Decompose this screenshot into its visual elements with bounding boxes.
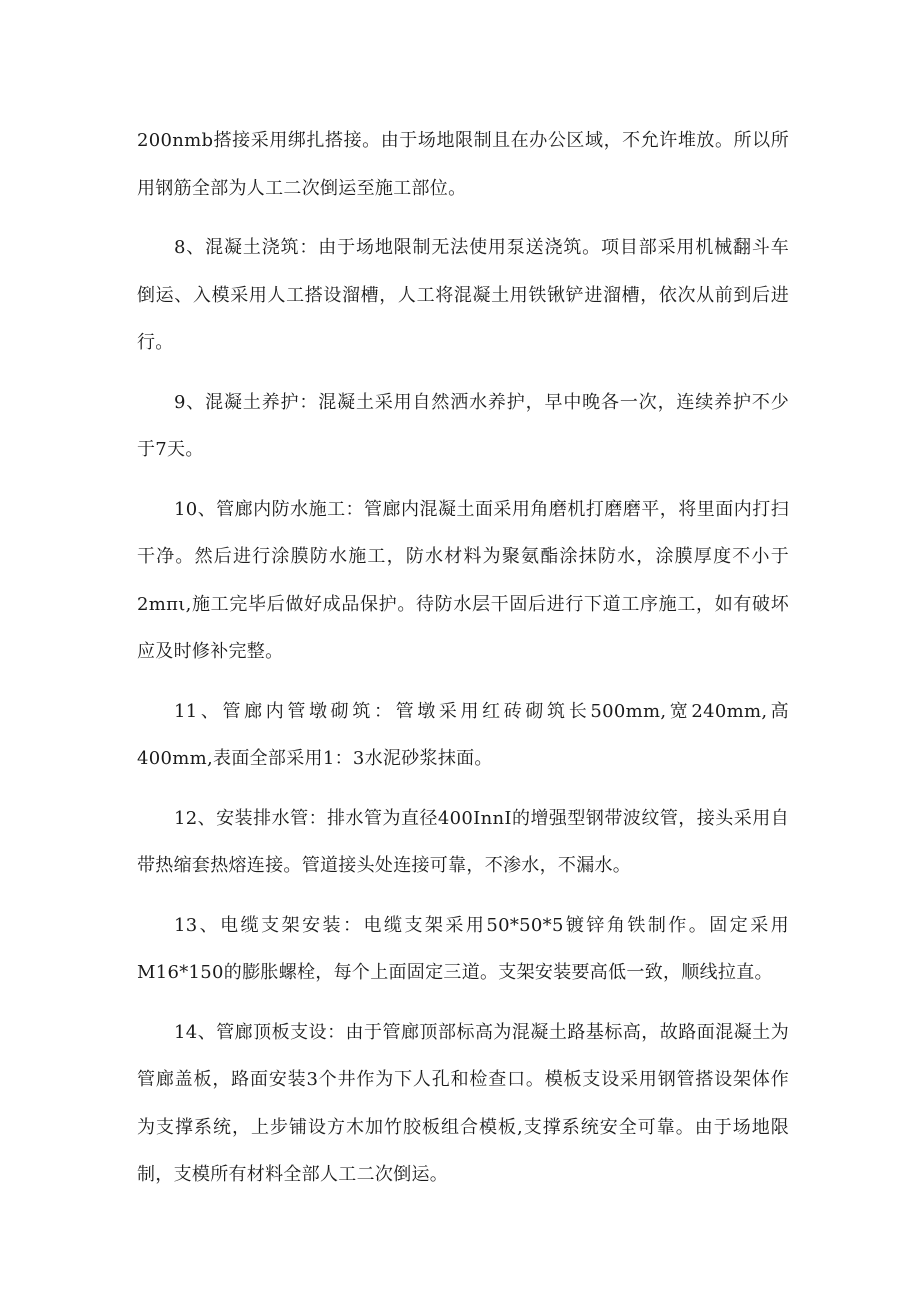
paragraph-9-concrete-curing: 9、混凝土养护：混凝土采用自然洒水养护，早中晚各一次，连续养护不少于7天。 xyxy=(137,391,789,460)
paragraph-10-waterproofing: 10、管廊内防水施工：管廊内混凝土面采用角磨机打磨磨平，将里面内打扫干净。然后进行涂膜防水施工，防水材料为聚氨酯涂抹防水，涂膜厚度不小于2mπι,施工完毕后做好成品保护。待防水层干固后进行下道工序施工，如有破坏应及时修补完整。 xyxy=(137,498,789,662)
paragraph-14-roof-slab: 14、管廊顶板支设：由于管廊顶部标高为混凝土路基标高，故路面混凝土为管廊盖板，路面安装3个井作为下人孔和检查口。模板支设采用钢管搭设架体作为支撑系统，上步铺设方木加竹胶板组合模板,支撑系统安全可靠。由于场地限制，支模所有材料全部人工二次倒运。 xyxy=(137,1021,789,1185)
paragraph-8-concrete-pouring: 8、混凝土浇筑：由于场地限制无法使用泵送浇筑。项目部采用机械翻斗车倒运、入模采用人工搭设溜槽，人工将混凝土用铁锹铲进溜槽，依次从前到后进行。 xyxy=(137,237,789,353)
document-page xyxy=(137,117,789,1211)
paragraph-continuation: 200nmb搭接采用绑扎搭接。由于场地限制且在办公区域，不允许堆放。所以所用钢筋全部为人工二次倒运至施工部位。 xyxy=(137,130,789,199)
paragraph-13-cable-bracket: 13、电缆支架安装：电缆支架采用50*50*5镀锌角铁制作。固定采用M16*150的膨胀螺栓，每个上面固定三道。支架安装要高低一致，顺线拉直。 xyxy=(137,914,789,983)
paragraph-12-drain-pipe: 12、安装排水管：排水管为直径400InnI的增强型钢带波纹管，接头采用自带热缩套热熔连接。管道接头处连接可靠，不渗水，不漏水。 xyxy=(137,807,789,876)
paragraph-11-pier-masonry: 11、管廊内管墩砌筑：管墩采用红砖砌筑长500mm,宽240mm,高400mm,表面全部采用1：3水泥砂浆抹面。 xyxy=(137,700,789,769)
